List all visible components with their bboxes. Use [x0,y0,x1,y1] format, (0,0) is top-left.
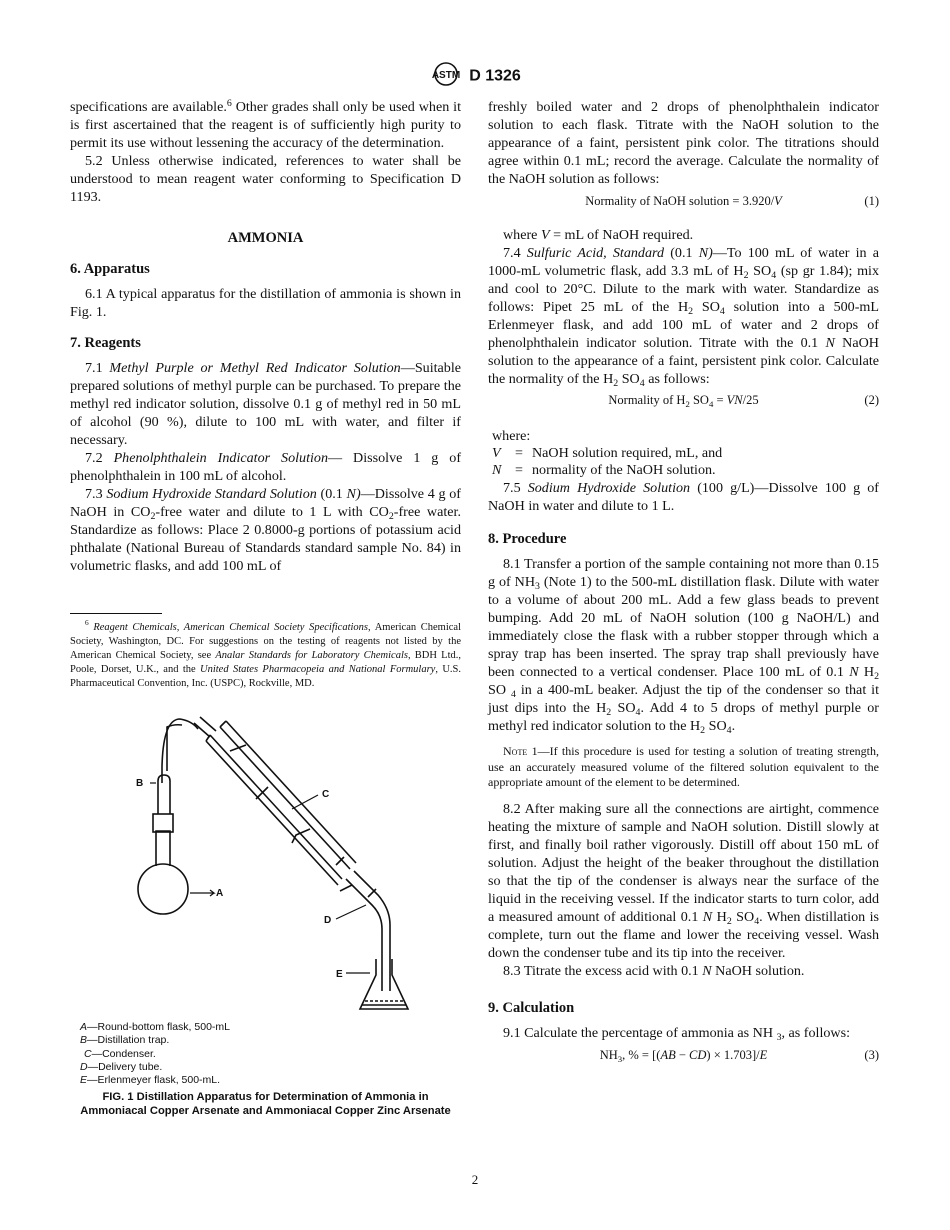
heading-apparatus: 6. Apparatus [70,261,150,277]
paragraph-8-3: 8.3 Titrate the excess acid with 0.1 N NaOH solution. [503,962,805,979]
legend-item: E—Erlenmeyer flask, 500-mL. [80,1074,221,1087]
legend-item: A—Round-bottom flask, 500-mL [80,1021,230,1033]
page-header [0,62,950,91]
paragraph-7-2: 7.2 Phenolphthalein Indicator Solution— Dissolve 1 g of phenolphthalein in 100 mL of alcohol. [70,450,462,484]
paragraph-8-1: 8.1 Transfer a portion of the sample containing not more than 0.15 g of $NH_3$ (Note 1) to the 500-mL distillation flask. Dilute with water to a volume of about 200 mL. Add a few glass beads to prevent bumping. Add 20 mL of NaOH solution (100 g NaOH/L) and immediately close the flask with a rubber stopper through which a spray trap has been inserted. The spray trap shall previously have been connected to a vertical condenser. Place 100 mL of 0.1 N $H_2$ SO $_4$ in a 400-mL beaker. Adjust the tip of the condenser so that it just dips into the $H_2$ $SO_4$. Add 4 to 5 drops of methyl purple or methyl red indicator solution to the $H_2$ $SO_4$. [488,556,880,736]
paragraph-8-2: 8.2 After making sure all the connections are airtight, commence heating the mixture of sample and NaOH solution. Distill slowly at first, and finally boil rather vigorously. Distill off about 150 mL of solution. Adjust the height of the beaker throughout the distillation so that the tip of the condenser is always near the surface of the liquid in the receiving vessel. If the indicator starts to turn color, add a measured amount of additional 0.1 N $H_2$ $SO_4$. When distillation is complete, turn out the flame and lower the receiving vessel. Wash down the condenser tube and its tip into the receiver. [488,800,880,961]
paragraph-7-5: 7.5 Sodium Hydroxide Solution (100 g/L)—Dissolve 100 g of NaOH in water and dilute to 1 L. [488,480,879,514]
label-d: D [324,915,332,926]
heading-calculation: 9. Calculation [488,999,575,1016]
equation-3: $NH_3$, % = [(AB − CD) × 1.703]/E (3) [599,1047,879,1064]
paragraph-7-1: 7.1 Methyl Purple or Methyl Red Indicator Solution—Suitable prepared solutions of methyl purple can be purchased. To prepare the methyl red indicator solution, dissolve 0.1 g of methyl red in 50 mL of alcohol (90 %), dilute to 100 mL with water, and filter if necessary. [70,360,462,448]
page-number: 2 [471,1172,479,1187]
heading-procedure: 8. Procedure [488,531,567,547]
where-item-v: V = NaOH solution required, mL, and [492,445,723,461]
legend-item: D—Delivery tube. [80,1060,163,1073]
label-b: B [136,778,144,789]
equation-2: Normality of $H_2$ $SO_4 = VN/25$ (2) [608,393,879,409]
section-title-ammonia: AMMONIA [227,230,304,246]
paragraph-7-3-continued: freshly boiled water and 2 drops of phenolphthalein indicator solution to each flask. Titrate with the NaOH solution to the appearance of a faint, persistent pink color. The titrations should agree within 0.1 mL; record the average. Calculate the normality of the NaOH solution as follows: [488,99,879,187]
right-column [488,98,879,1064]
svg-text:ASTM: ASTM [432,70,461,81]
astm-logo-icon [429,62,463,91]
label-c: C [322,789,330,800]
note-1: Note 1—If this procedure is used for testing a solution of treating strength, use an accurately measured volume of the filtered solution equivalent to the appropriate amount of the element to be determined. [488,744,879,789]
legend-item: B—Distillation trap. [80,1034,170,1047]
paragraph-6-1: 6.1 A typical apparatus for the distillation of ammonia is shown in Fig. 1. [70,286,461,320]
heading-reagents: 7. Reagents [70,335,141,351]
distillation-apparatus-svg [70,709,461,1019]
paragraph-5-2: 5.2 Unless otherwise indicated, references to water shall be understood to mean reagent water conforming to Specification D 1193. [70,153,461,205]
paragraph-9-1: 9.1 Calculate the percentage of ammonia as NH $_3$, as follows: [503,1024,851,1043]
figure-caption: FIG. 1 Distillation Apparatus for Determination of Ammonia in Ammoniacal Copper Arsenate and Ammoniacal Copper Zinc Arsenate [80,1091,451,1118]
paragraph-7-4: 7.4 Sulfuric Acid, Standard (0.1 N)—To 100 mL of water in a 1000-mL volumetric flask, add 3.3 mL of $H_2$ $SO_4$ (sp gr 1.84); mix and cool to 20°C. Dilute to the mark with water. Standardize as follows: Pipet 25 mL of the $H_2$ $SO_4$ solution into a 500-mL Erlenmeyer flask, and add 100 mL of water and 2 drops of phenolphthalein indicator solution. Titrate with the 0.1 N NaOH solution to the appearance of a faint, persistent pink color. Calculate the normality of the $H_2$ $SO_4$ as follows: [488,245,880,389]
where-clause-1: where V = mL of NaOH required. [503,227,694,243]
legend-item: C—Condenser. [84,1047,156,1060]
paragraph-5-1-continued: specifications are available.$^6$ Other grades shall only be used when it is first ascertained that the reagent is of sufficiently high purity to permit its use without lessening the accuracy of the determination. [70,98,461,151]
footnote-6: $^6$ Reagent Chemicals, American Chemical Society Specifications, American Chemical Society, Washington, DC. For suggestions on the testing of reagents not listed by the American Chemical Society, see Analar Standards for Laboratory Chemicals, BDH Ltd., Poole, Dorset, U.K., and the United States Pharmacopeia and National Formulary, U.S. Pharmaceutical Convention, Inc. (USPC), Rockville, MD. [70,618,462,689]
label-a: A [216,888,224,899]
figure-1-drawing [70,709,461,1019]
where-item-n: N = normality of the NaOH solution. [492,462,716,478]
standard-designation: D 1326 [469,67,521,85]
paragraph-7-3: 7.3 Sodium Hydroxide Standard Solution (0.1 N)—Dissolve 4 g of NaOH in $CO_2$-free water and dilute to 1 L with $CO_2$-free water. Standardize as follows: Place 2 0.8000-g portions of potassium acid phthalate (National Bureau of Standards standard sample No. 84) in volumetric flasks, and add 100 mL of [70,486,462,574]
equation-1: Normality of NaOH solution = 3.920/V (1) [585,194,879,208]
left-column [70,98,461,1118]
where-label-2: where: [492,428,531,444]
figure-legend [80,1021,461,1087]
label-e: E [336,969,343,980]
